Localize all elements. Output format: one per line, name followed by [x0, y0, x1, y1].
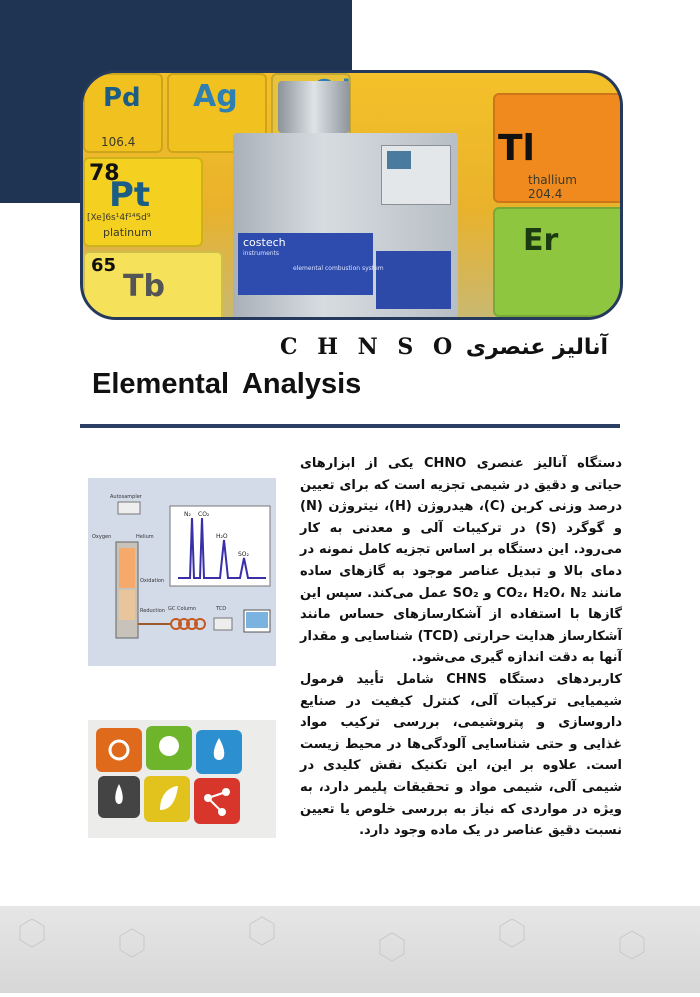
device-brand: costech	[243, 236, 286, 249]
title-latin-elements: C H N S O	[280, 334, 459, 360]
element-cubes-image	[88, 720, 276, 838]
page-title-english: Elemental Analysis	[92, 368, 362, 400]
tile-tb-symbol: Tb	[123, 269, 165, 304]
cube-fire-icon	[96, 728, 142, 772]
footer-pattern-band	[0, 906, 700, 993]
tile-tl-symbol: Tl	[498, 128, 535, 169]
autosampler-shape	[118, 502, 140, 514]
label-oxidation: Oxidation	[140, 578, 165, 584]
cube-molecule-icon	[194, 778, 240, 824]
title-persian-text: آنالیز عنصری	[465, 335, 608, 360]
reduction-zone	[119, 590, 135, 620]
label-tcd: TCD	[216, 606, 227, 612]
tile-tb-number: 65	[91, 255, 117, 276]
oxidation-zone	[119, 548, 135, 588]
label-autosampler: Autosampler	[110, 494, 142, 500]
device-screen	[387, 151, 411, 169]
tile-er-symbol: Er	[523, 223, 559, 258]
title-divider	[80, 424, 620, 428]
tcd-detector	[214, 618, 232, 630]
paragraph-applications: کاربردهای دستگاه CHNS شامل تأیید فرمول شیمیایی ترکیبات آلی، کنترل کیفیت در صنایع داروسازی و پتروشیمی، بررسی ترکیب مواد غذایی و حتی شناسایی آلودگی‌ها در محیط زیست است. علاوه بر این، این تکنیک نقش کلیدی در شیمی آلی، شیمی مواد و تحقیقات پلیمر دارد، به ویژه در مواردی که نیاز به بررسی خلوص یا تعیین نسبت دقیق عناصر در یک ماده وجود دارد.	[300, 671, 622, 839]
label-reduction: Reduction	[140, 608, 165, 614]
device-side-panel	[376, 251, 451, 309]
hexagon-pattern	[0, 906, 700, 993]
tile-pd-symbol: Pd	[103, 83, 141, 113]
tile-pt-number: 78	[89, 161, 120, 186]
paragraph-description: دستگاه آنالیز عنصری CHNO یکی از ابزارهای حیاتی و دقیق در شیمی تجزیه است که برای تعیین درصد وزنی کربن (C)، هیدروژن (H)، نیتروژن (N) و گوگرد (S) در ترکیبات آلی و معدنی به کار می‌رود. این دستگاه بر اساس تجزیه کامل نمونه در دمای بالا و تبدیل عناصر موجود به گازهای ساده مانند CO₂، H₂O، N₂ و SO₂ عمل می‌کند. سپس این گازها با استفاده از آشکارسازهای حساس مانند آشکارساز هدایت حرارتی (TCD) شناسایی و مقدار آنها به دقت اندازه گیری می‌شود.	[300, 456, 622, 666]
peak-label-co2: CO₂	[198, 511, 210, 518]
peak-label-n2: N₂	[184, 511, 191, 518]
device-autosampler	[278, 81, 350, 133]
hero-image	[80, 70, 623, 320]
page-title-persian	[274, 334, 608, 360]
tile-pt-symbol: Pt	[109, 175, 151, 215]
tile-pt-config: [Xe]6s¹4f¹⁴5d⁹	[87, 213, 151, 223]
device-brand-sub: instruments	[243, 250, 280, 257]
device-label: elemental combustion system	[293, 265, 384, 272]
element-cubes-svg	[88, 720, 276, 838]
tile-pt-label: platinum	[103, 226, 152, 239]
tile-pd-mass: 106.4	[101, 135, 136, 149]
tile-ag-symbol: Ag	[193, 79, 238, 114]
label-helium: Helium	[136, 534, 154, 540]
peak-label-so2: SO₂	[238, 551, 249, 558]
analyzer-diagram	[88, 478, 276, 666]
label-gc-column: GC Column	[168, 606, 197, 612]
label-oxygen: Oxygen	[92, 534, 112, 540]
body-text	[300, 453, 622, 842]
tile-tl-mass: 204.4	[528, 187, 563, 201]
analyzer-diagram-svg	[88, 478, 276, 666]
peak-label-h2o: H₂O	[216, 533, 228, 540]
computer-screen	[246, 612, 268, 628]
tile-tl-label: thallium	[528, 173, 577, 187]
